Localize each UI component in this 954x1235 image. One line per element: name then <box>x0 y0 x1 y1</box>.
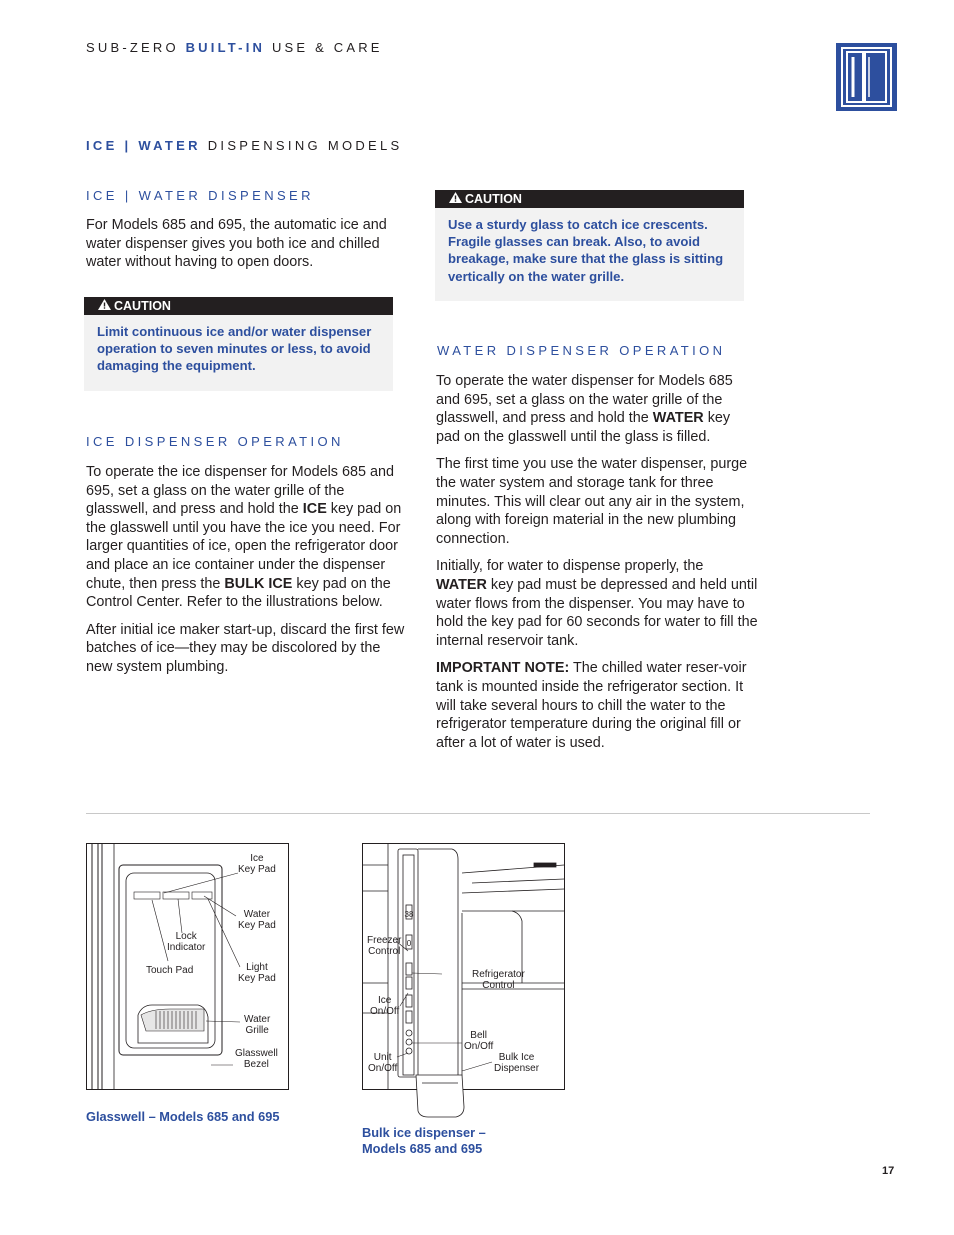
water-dispenser-heading: WATER DISPENSER OPERATION <box>437 343 726 358</box>
caution-bar <box>435 190 744 208</box>
lock-indicator-label: Lock Indicator <box>167 931 206 953</box>
bulk-ice-dispenser-caption: Bulk ice dispenser – Models 685 and 695 <box>362 1125 486 1157</box>
section-title <box>86 138 403 153</box>
header-product: BUILT-IN <box>185 40 266 55</box>
warning-triangle-icon <box>449 190 462 208</box>
bulk-ice-dispenser-illustration <box>362 843 565 1123</box>
dispenser-intro-text: For Models 685 and 695, the automatic ice and water dispenser gives you both ice and chilled water without having to open doors. <box>86 217 387 271</box>
bulk-ice-dispenser-label: Bulk Ice Dispenser <box>494 1052 540 1074</box>
caution-box-right <box>435 190 744 301</box>
divider <box>86 813 870 814</box>
header-suffix: USE & CARE <box>271 40 383 55</box>
glasswell-caption: Glasswell – Models 685 and 695 <box>86 1109 280 1124</box>
running-header <box>86 40 383 55</box>
page-number: 17 <box>882 1165 895 1177</box>
water-grille-label: Water Grille <box>244 1014 271 1036</box>
bell-on-off-label: Bell On/Off <box>464 1030 494 1052</box>
unit-on-off-label: Unit On/Off <box>368 1052 398 1074</box>
section-title-bold: ICE | WATER <box>86 138 201 153</box>
refrigerator-logo-icon <box>836 43 897 111</box>
caution-label: CAUTION <box>114 299 171 313</box>
water-paragraph-2: The first time you use the water dispenser, purge the water system and storage tank for three minutes. This will clear out any air in the system, along with foreign material in the new plumbing connection. <box>436 456 748 547</box>
refrigerator-control-label: Refrigerator Control <box>472 969 525 991</box>
freezer-control-label: Freezer Control <box>367 935 402 957</box>
caution-label: CAUTION <box>465 192 522 206</box>
ice-paragraph-2: After initial ice maker start-up, discard the first few batches of ice—they may be discolored by the new system plumbing. <box>86 621 405 675</box>
header-brand: SUB-ZERO <box>86 40 179 55</box>
glasswell-bezel-label: Glasswell Bezel <box>235 1048 278 1070</box>
water-paragraph-4: IMPORTANT NOTE: The chilled water reser-voir tank is mounted inside the refrigerator section. It will take several hours to chill the water to the refrigerator temperature during the original fill or after a lot of water is used. <box>436 660 747 751</box>
section-title-rest: DISPENSING MODELS <box>207 138 403 153</box>
dispenser-heading: ICE | WATER DISPENSER <box>86 188 314 203</box>
water-key-pad-label: Water Key Pad <box>238 909 276 931</box>
ice-dispenser-heading: ICE DISPENSER OPERATION <box>86 434 344 449</box>
panel-freezer-readout: 0 <box>406 939 412 948</box>
caution-bar <box>84 297 393 315</box>
water-paragraph-3: Initially, for water to dispense properly, the WATER key pad must be depressed and held until water flows from the dispenser. You may have to hold the key pad for 60 seconds for water to fill the internal reservoir tank. <box>436 558 758 649</box>
water-paragraph-1: To operate the water dispenser for Models 685 and 695, set a glass on the water grille of the glasswell, and press and hold the WATER key pad on the glasswell until the glass is filled. <box>436 373 733 445</box>
ice-key-pad-label: Ice Key Pad <box>238 853 276 875</box>
dispenser-intro <box>86 216 406 272</box>
ice-dispenser-body <box>86 463 408 677</box>
caution-box-left <box>84 297 393 391</box>
light-key-pad-label: Light Key Pad <box>238 962 276 984</box>
warning-triangle-icon <box>98 297 111 315</box>
caution-text: Use a sturdy glass to catch ice crescents. Fragile glasses can break. Also, to avoid breakage, make sure that the glass is sitting vertically on the water grille. <box>448 217 724 284</box>
caution-text: Limit continuous ice and/or water dispenser operation to seven minutes or less, to avoid damaging the equipment. <box>97 324 372 374</box>
water-dispenser-body <box>436 372 758 752</box>
glasswell-illustration <box>86 843 289 1090</box>
panel-temp-readout: 38 <box>404 910 414 919</box>
ice-on-off-label: Ice On/Off <box>370 995 400 1017</box>
ice-paragraph-1: To operate the ice dispenser for Models 685 and 695, set a glass on the water grille of the glasswell, and press and hold the ICE key pad on the glasswell until you have the ice you need. For larger quantities of ice, open the refrigerator door and place an ice container under the dispenser chute, then press the BULK ICE key pad on the Control Center. Refer to the illustrations below. <box>86 464 402 611</box>
touch-pad-label: Touch Pad <box>146 965 194 976</box>
